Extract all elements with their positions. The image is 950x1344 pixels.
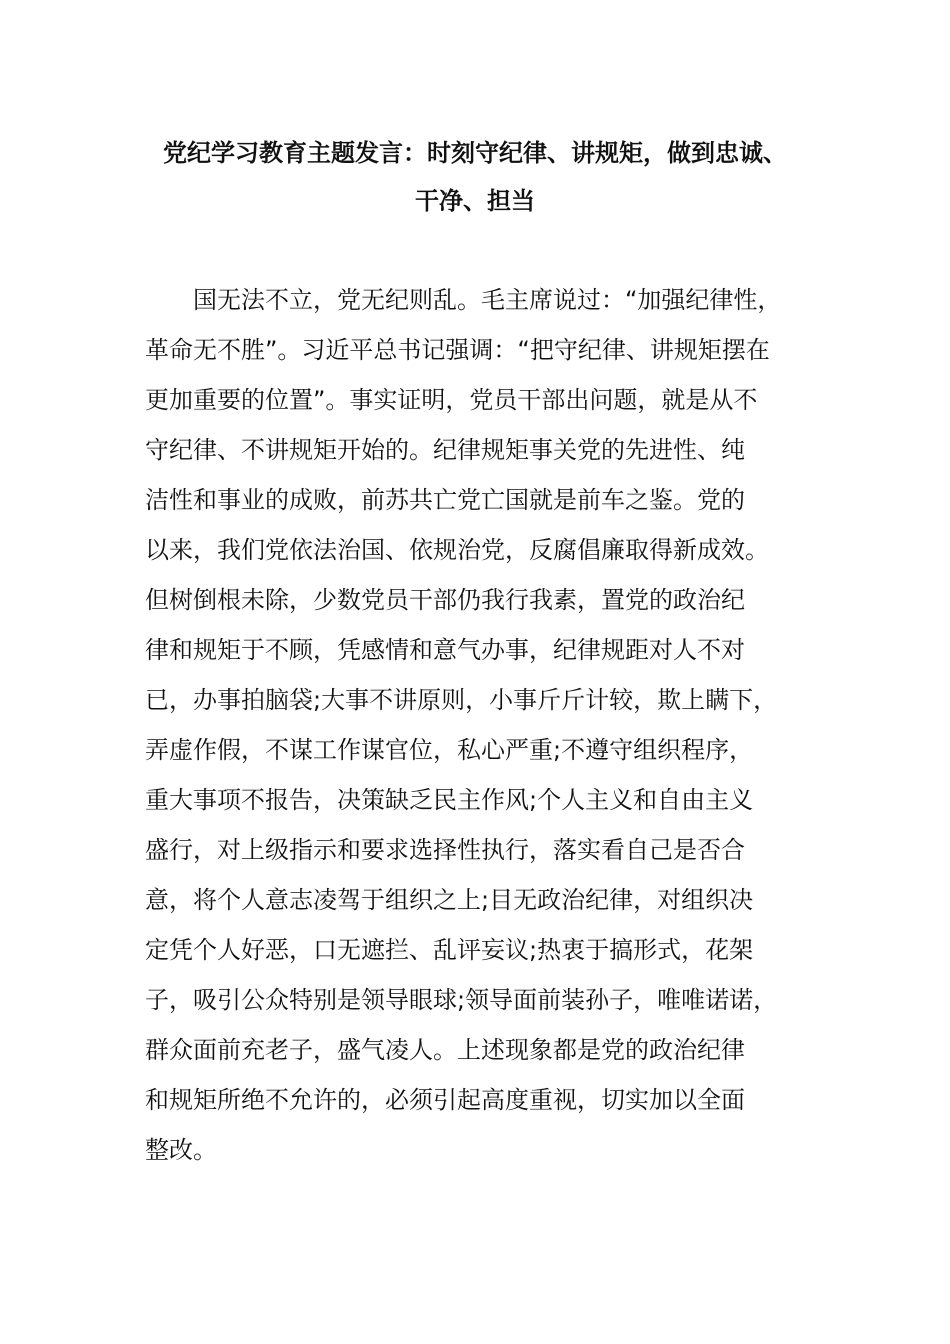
body-line: 弄虚作假，不谋工作谋官位，私心严重;不遵守组织程序， (145, 736, 754, 764)
body-line: 定凭个人好恶，口无遮拦、乱评妄议;热衷于搞形式，花架 (145, 936, 754, 964)
body-line: 革命无不胜”。习近平总书记强调：“把守纪律、讲规矩摆在 (145, 336, 770, 364)
body-line: 子，吸引公众特别是领导眼球;领导面前装孙子，唯唯诺诺， (145, 986, 778, 1014)
body-line: 整改。 (145, 1136, 217, 1164)
body-line: 但树倒根未除，少数党员干部仍我行我素，置党的政治纪 (145, 586, 745, 614)
body-line: 更加重要的位置”。事实证明，党员干部出问题，就是从不 (145, 386, 758, 414)
body-line: 群众面前充老子，盛气凌人。上述现象都是党的政治纪律 (145, 1036, 745, 1064)
document-title-line-2: 干净、担当 (415, 187, 535, 215)
document-title-line-1: 党纪学习教育主题发言：时刻守纪律、讲规矩，做到忠诚、 (163, 139, 787, 167)
body-line: 已，办事拍脑袋;大事不讲原则，小事斤斤计较，欺上瞒下， (145, 686, 778, 714)
body-line: 意，将个人意志凌驾于组织之上;目无政治纪律，对组织决 (145, 886, 754, 914)
body-line: 以来，我们党依法治国、依规治党，反腐倡廉取得新成效。 (145, 536, 769, 564)
body-line: 守纪律、不讲规矩开始的。纪律规矩事关党的先进性、纯 (145, 436, 745, 464)
body-line: 盛行，对上级指示和要求选择性执行，落实看自己是否合 (145, 836, 745, 864)
body-line: 重大事项不报告，决策缺乏民主作风;个人主义和自由主义 (145, 786, 754, 814)
body-line: 国无法不立，党无纪则乱。毛主席说过：“加强纪律性， (193, 286, 782, 314)
body-line: 洁性和事业的成败，前苏共亡党亡国就是前车之鉴。党的 (145, 486, 745, 514)
body-line: 和规矩所绝不允许的，必须引起高度重视，切实加以全面 (145, 1086, 745, 1114)
body-line: 律和规矩于不顾，凭感情和意气办事，纪律规距对人不对 (145, 636, 745, 664)
